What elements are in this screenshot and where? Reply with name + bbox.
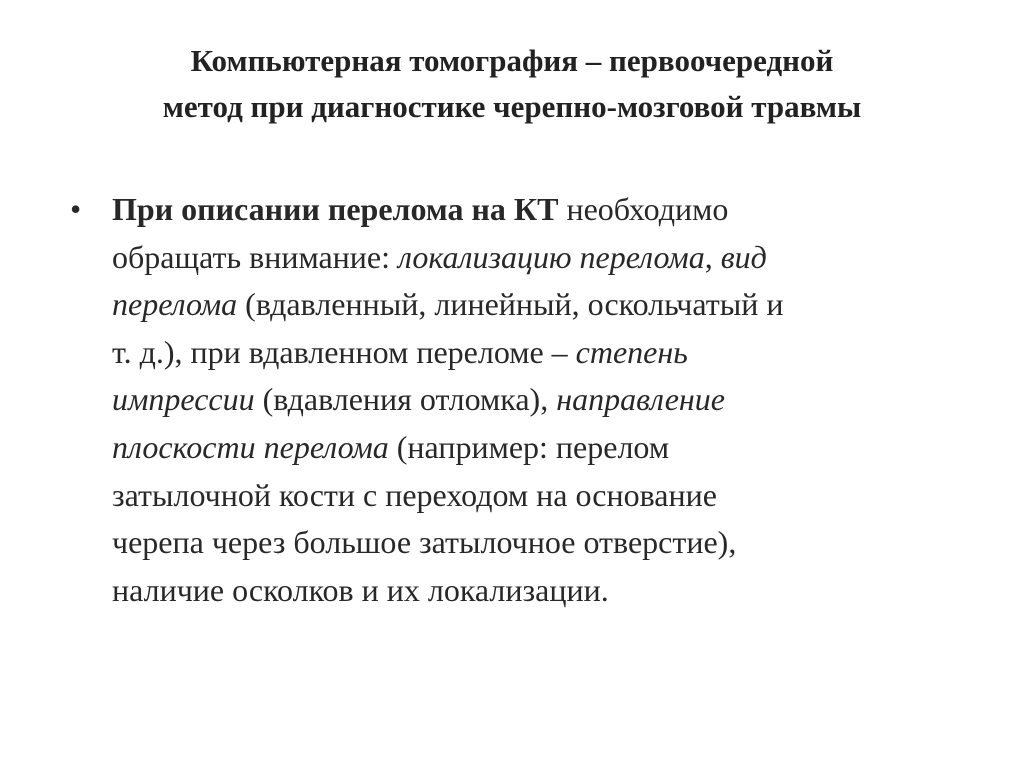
italic-text: плоскости перелома: [112, 428, 389, 465]
italic-text: импрессии: [112, 381, 255, 418]
bullet-text: [112, 186, 970, 614]
bullet-text-line: [112, 424, 970, 472]
italic-text: перелома: [112, 286, 238, 323]
body-text: необходимо: [558, 191, 729, 227]
bold-text: При описании перелома на КТ: [112, 191, 559, 227]
bullet-text-line: [112, 376, 970, 424]
italic-text: степень: [575, 333, 688, 370]
slide-body: [70, 186, 970, 614]
body-text: (например: перелом: [388, 428, 670, 465]
bullet-item: [70, 186, 970, 614]
bullet-text-line: [112, 234, 970, 282]
bullet-text-line: [112, 329, 970, 377]
slide-title-line-2: метод при диагностике черепно-мозговой травмы: [162, 89, 862, 124]
italic-text: вид: [720, 238, 767, 275]
italic-text: направление: [556, 381, 725, 418]
body-text: ,: [704, 238, 721, 275]
body-text: (вдавления отломка),: [254, 381, 557, 418]
bullet-text-line: [112, 567, 970, 615]
body-text: т. д.), при вдавленном переломе –: [112, 333, 576, 370]
slide-title-line-1: Компьютерная томография – первоочередной: [190, 43, 834, 78]
body-text: обращать внимание:: [112, 238, 399, 275]
bullet-text-line: [112, 281, 970, 329]
body-text: наличие осколков и их локализации.: [112, 571, 609, 608]
bullet-text-line: [112, 519, 970, 567]
body-text: (вдавленный, линейный, оскольчатый и: [237, 286, 784, 323]
body-text: затылочной кости с переходом на основание: [112, 476, 717, 513]
body-text: черепа через большое затылочное отверстие),: [112, 524, 737, 561]
bullet-marker: •: [70, 191, 82, 227]
bullet-text-line: [112, 186, 970, 234]
italic-text: локализацию перелома: [398, 238, 705, 275]
bullet-text-line: [112, 472, 970, 520]
slide-title: [60, 38, 964, 130]
